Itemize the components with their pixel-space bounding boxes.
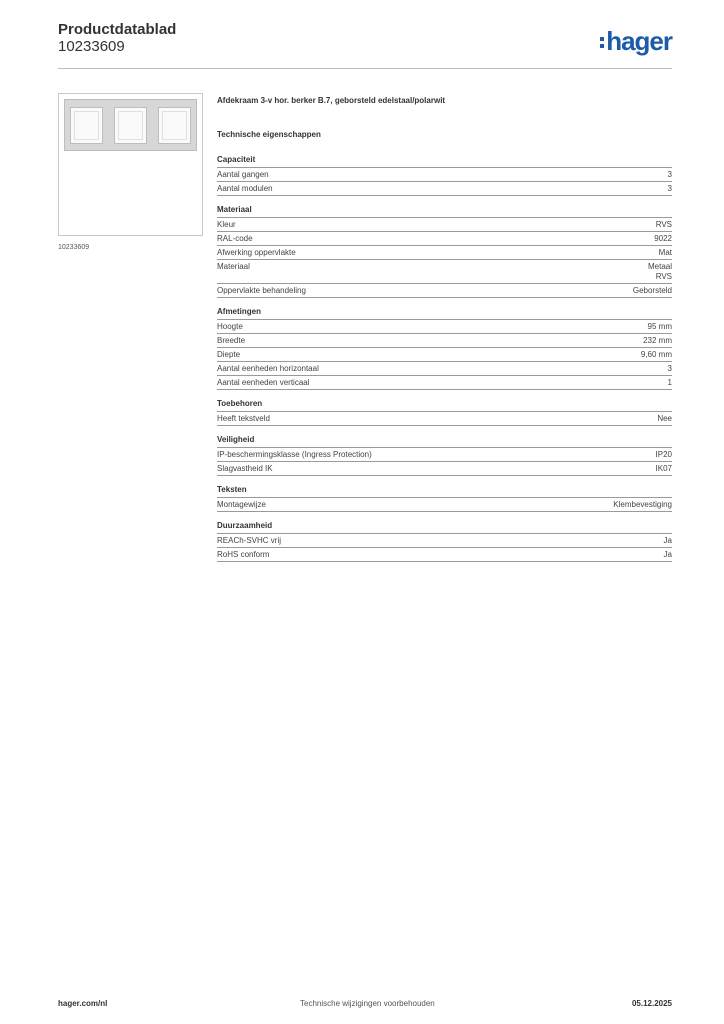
image-caption: 10233609 <box>58 244 90 251</box>
spec-value-line: Ja <box>663 550 672 559</box>
header-divider <box>58 68 672 69</box>
section-title: Duurzaamheid <box>217 521 672 534</box>
spec-value-line: 9,60 mm <box>640 350 672 359</box>
spec-row <box>217 232 672 246</box>
cover-frame-icon <box>64 99 197 151</box>
spec-row <box>217 320 672 334</box>
spec-section <box>217 485 672 512</box>
spec-value <box>668 378 672 388</box>
spec-label: IP-beschermingsklasse (Ingress Protection) <box>217 450 372 459</box>
spec-value-line: RVS <box>655 220 672 229</box>
spec-row <box>217 168 672 182</box>
spec-value <box>656 450 672 460</box>
spec-value <box>641 350 672 360</box>
spec-section <box>217 155 672 196</box>
frame-opening-1 <box>70 107 103 144</box>
spec-row <box>217 412 672 426</box>
spec-value <box>668 170 672 180</box>
tech-properties-title: Technische eigenschappen <box>217 130 321 139</box>
spec-value-line: 3 <box>667 364 672 373</box>
frame-opening-2 <box>114 107 147 144</box>
spec-value-line: Ja <box>663 536 672 545</box>
spec-row <box>217 334 672 348</box>
section-title: Teksten <box>217 485 672 498</box>
spec-value <box>656 220 672 230</box>
spec-row <box>217 218 672 232</box>
section-title: Capaciteit <box>217 155 672 168</box>
spec-value <box>648 322 672 332</box>
spec-value-line: Mat <box>658 248 672 257</box>
spec-section <box>217 399 672 426</box>
spec-label: Materiaal <box>217 262 250 271</box>
spec-value <box>668 184 672 194</box>
spec-value-line: 232 mm <box>643 336 672 345</box>
spec-value-line: IP20 <box>655 450 672 459</box>
section-title: Afmetingen <box>217 307 672 320</box>
spec-row <box>217 448 672 462</box>
spec-value-line: Nee <box>657 414 672 423</box>
spec-value <box>657 414 672 424</box>
spec-row <box>217 462 672 476</box>
spec-label: Afwerking oppervlakte <box>217 248 296 257</box>
page-title: Productdatablad <box>58 21 177 38</box>
spec-section <box>217 205 672 298</box>
spec-row <box>217 376 672 390</box>
footer-website-link[interactable]: hager.com/nl <box>58 999 108 1008</box>
spec-value <box>664 550 672 560</box>
spec-value-line: 3 <box>667 170 672 179</box>
product-number: 10233609 <box>58 38 125 55</box>
spec-value-line: 3 <box>667 184 672 193</box>
spec-row <box>217 348 672 362</box>
spec-value-line: Klembevestiging <box>613 500 672 509</box>
spec-label: Diepte <box>217 350 241 359</box>
spec-value <box>613 500 672 510</box>
spec-row <box>217 246 672 260</box>
spec-sections <box>217 155 672 571</box>
spec-row <box>217 534 672 548</box>
spec-label: Breedte <box>217 336 246 345</box>
section-title: Veiligheid <box>217 435 672 448</box>
spec-label: REACh-SVHC vrij <box>217 536 282 545</box>
spec-label: Aantal eenheden horizontaal <box>217 364 319 373</box>
spec-value-line: 1 <box>667 378 672 387</box>
spec-row <box>217 284 672 298</box>
spec-row <box>217 362 672 376</box>
spec-label: Montagewijze <box>217 500 266 509</box>
footer-disclaimer: Technische wijzigingen voorbehouden <box>300 999 435 1008</box>
spec-value-line: 9022 <box>654 234 672 243</box>
spec-value-line: 95 mm <box>647 322 672 331</box>
product-image <box>58 93 203 236</box>
spec-value <box>664 536 672 546</box>
spec-section <box>217 435 672 476</box>
spec-value <box>668 364 672 374</box>
spec-label: Aantal gangen <box>217 170 269 179</box>
spec-value-line: IK07 <box>655 464 672 473</box>
spec-value <box>633 286 672 296</box>
spec-value <box>643 336 672 346</box>
hager-logo[interactable] <box>600 28 672 54</box>
spec-label: Heeft tekstveld <box>217 414 270 423</box>
product-title: Afdekraam 3-v hor. berker B.7, geborsteld edelstaal/polarwit <box>217 96 446 105</box>
section-title: Materiaal <box>217 205 672 218</box>
spec-row <box>217 548 672 562</box>
spec-value <box>656 464 672 474</box>
spec-label: Hoogte <box>217 322 243 331</box>
spec-label: Aantal modulen <box>217 184 273 193</box>
spec-label: Slagvastheid IK <box>217 464 273 473</box>
spec-value-line: Metaal <box>647 262 672 271</box>
spec-section <box>217 521 672 562</box>
spec-value-line: RVS <box>655 272 672 281</box>
spec-value <box>648 262 672 282</box>
spec-label: Kleur <box>217 220 236 229</box>
spec-value <box>654 234 672 244</box>
logo-text: hager <box>606 26 672 56</box>
spec-label: RoHS conform <box>217 550 270 559</box>
spec-label: Aantal eenheden verticaal <box>217 378 310 387</box>
spec-row <box>217 182 672 196</box>
spec-row <box>217 498 672 512</box>
spec-value <box>659 248 672 258</box>
spec-label: RAL-code <box>217 234 253 243</box>
section-title: Toebehoren <box>217 399 672 412</box>
spec-label: Oppervlakte behandeling <box>217 286 306 295</box>
spec-row <box>217 260 672 284</box>
logo-dots-icon <box>600 37 604 48</box>
frame-opening-3 <box>158 107 191 144</box>
spec-section <box>217 307 672 390</box>
spec-value-line: Geborsteld <box>632 286 672 295</box>
footer-date: 05.12.2025 <box>631 999 672 1008</box>
